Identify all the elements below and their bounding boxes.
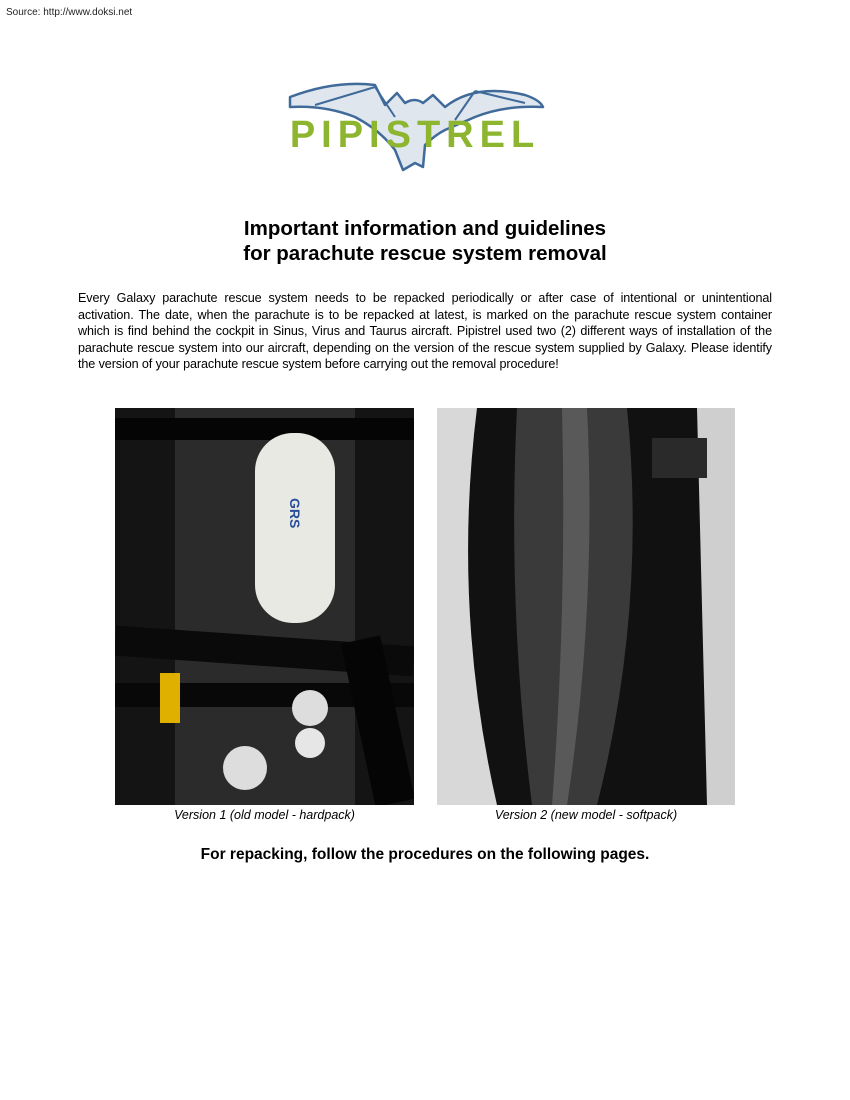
caption-version-2: Version 2 (new model - softpack) xyxy=(494,808,678,822)
title-line-2: for parachute rescue system removal xyxy=(243,242,607,265)
intro-paragraph: Every Galaxy parachute rescue system needs to be repacked periodically or after case of intentional or unintentional activation. The date, when the parachute is to be repacked at latest, is marked on the parachute rescue system container which is find behind the cockpit in Sinus, Virus and Taurus aircraft. Pipistrel used two (2) different ways of installation of the parachute rescue system into our aircraft, depending on the version of the rescue system supplied by Galaxy. Please identify the version of your parachute rescue system before carrying out the removal procedure! xyxy=(78,291,772,372)
photo-version-2-softpack xyxy=(437,408,735,805)
svg-text:PIPISTREL: PIPISTREL xyxy=(289,114,541,156)
pipistrel-logo xyxy=(275,75,555,175)
caption-version-1: Version 1 (old model - hardpack) xyxy=(174,808,355,822)
title-line-1: Important information and guidelines xyxy=(243,217,607,240)
svg-text:GRS: GRS xyxy=(287,498,303,529)
repacking-note: For repacking, follow the procedures on the following pages. xyxy=(200,846,650,863)
page-title xyxy=(0,216,850,266)
photo-version-1-hardpack xyxy=(115,408,414,805)
source-link[interactable]: Source: http://www.doksi.net xyxy=(6,7,133,18)
